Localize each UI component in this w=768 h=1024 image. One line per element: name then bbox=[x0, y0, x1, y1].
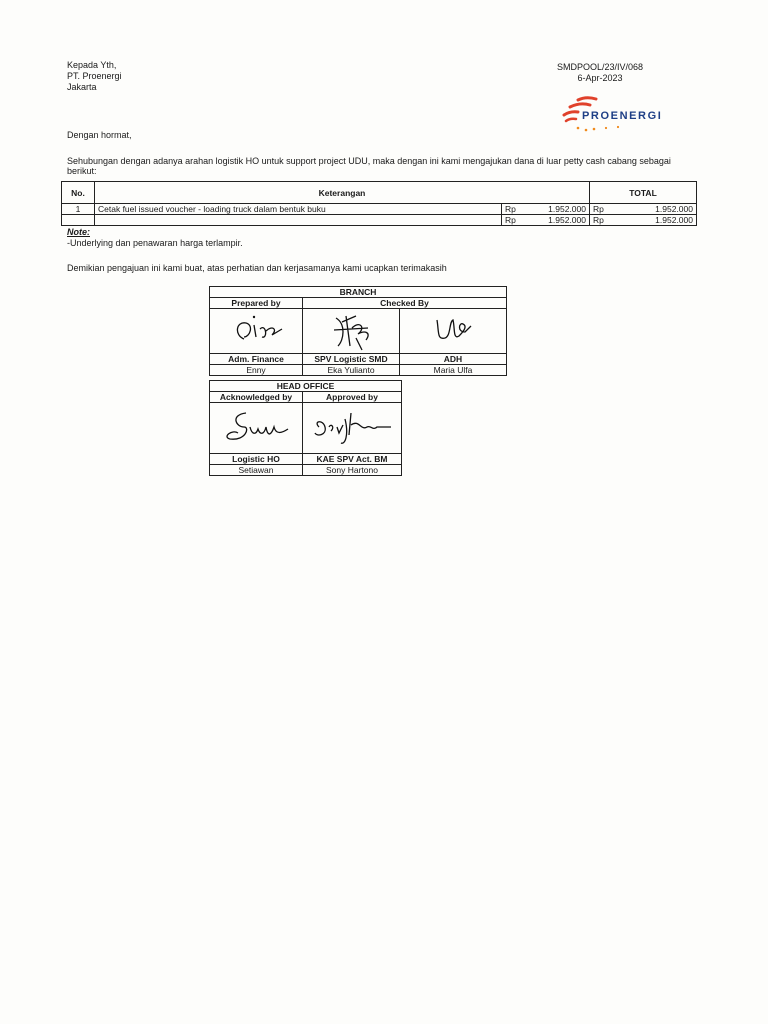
branch-title: BRANCH bbox=[210, 287, 507, 298]
head-office-approval-table bbox=[209, 380, 402, 476]
header-total: TOTAL bbox=[590, 182, 697, 204]
items-table bbox=[61, 181, 697, 226]
table-sum-row bbox=[62, 215, 697, 226]
signature-icon bbox=[216, 405, 296, 451]
note-text: -Underlying dan penawaran harga terlampir. bbox=[67, 238, 243, 248]
closing-paragraph: Demikian pengajuan ini kami buat, atas perhatian dan kerjasamanya kami ucapkan terimakasih bbox=[67, 263, 447, 273]
checked-by-label: Checked By bbox=[303, 298, 507, 309]
note-heading: Note: bbox=[67, 227, 90, 237]
signer-role-adm-finance: Adm. Finance bbox=[210, 354, 303, 365]
table-row bbox=[62, 204, 697, 215]
sum-currency: Rp bbox=[502, 215, 529, 226]
signature-icon bbox=[307, 405, 397, 451]
sum-total-currency: Rp bbox=[590, 215, 617, 226]
sum-empty-desc bbox=[95, 215, 502, 226]
signature-setiawan bbox=[210, 403, 303, 454]
reference-number: SMDPOOL/23/IV/068 bbox=[556, 62, 644, 72]
signer-role-adh: ADH bbox=[400, 354, 507, 365]
signer-name-maria: Maria Ulfa bbox=[400, 365, 507, 376]
prepared-by-label: Prepared by bbox=[210, 298, 303, 309]
signature-sony bbox=[303, 403, 402, 454]
row-description: Cetak fuel issued voucher - loading truck dalam bentuk buku bbox=[95, 204, 502, 215]
signature-maria bbox=[400, 309, 507, 354]
row-amount: 1.952.000 bbox=[528, 204, 590, 215]
signature-icon bbox=[423, 310, 483, 352]
signer-name-setiawan: Setiawan bbox=[210, 465, 303, 476]
branch-approval-table bbox=[209, 286, 507, 376]
recipient-address bbox=[67, 60, 122, 93]
recipient-line-1: Kepada Yth, bbox=[67, 60, 117, 70]
signer-name-sony: Sony Hartono bbox=[303, 465, 402, 476]
acknowledged-by-label: Acknowledged by bbox=[210, 392, 303, 403]
row-currency: Rp bbox=[502, 204, 529, 215]
signer-name-enny: Enny bbox=[210, 365, 303, 376]
row-total: 1.952.000 bbox=[616, 204, 697, 215]
logo-wordmark: PROENERGI bbox=[582, 110, 663, 122]
reference-date: 6-Apr-2023 bbox=[577, 73, 623, 83]
proenergi-logo bbox=[556, 94, 696, 136]
approved-by-label: Approved by bbox=[303, 392, 402, 403]
head-office-title: HEAD OFFICE bbox=[210, 381, 402, 392]
row-total-currency: Rp bbox=[590, 204, 617, 215]
signature-eka bbox=[303, 309, 400, 354]
greeting: Dengan hormat, bbox=[67, 130, 132, 140]
signer-role-logistic-ho: Logistic HO bbox=[210, 454, 303, 465]
recipient-city: Jakarta bbox=[67, 82, 97, 92]
signer-role-spv-logistic: SPV Logistic SMD bbox=[303, 354, 400, 365]
header-description: Keterangan bbox=[95, 182, 590, 204]
signer-role-kae-spv: KAE SPV Act. BM bbox=[303, 454, 402, 465]
signer-name-eka: Eka Yulianto bbox=[303, 365, 400, 376]
recipient-company: PT. Proenergi bbox=[67, 71, 122, 81]
sum-total: 1.952.000 bbox=[616, 215, 697, 226]
items-table-header bbox=[62, 182, 697, 204]
row-no: 1 bbox=[62, 204, 95, 215]
signature-enny bbox=[210, 309, 303, 354]
signature-icon bbox=[316, 310, 386, 352]
sum-empty-no bbox=[62, 215, 95, 226]
signature-icon bbox=[226, 311, 286, 351]
reference-block bbox=[520, 62, 680, 84]
header-no: No. bbox=[62, 182, 95, 204]
sum-amount: 1.952.000 bbox=[528, 215, 590, 226]
intro-paragraph: Sehubungan dengan adanya arahan logistik HO untuk support project UDU, maka dengan ini kami mengajukan dana di luar petty cash cabang sebagai berikut: bbox=[67, 156, 671, 176]
